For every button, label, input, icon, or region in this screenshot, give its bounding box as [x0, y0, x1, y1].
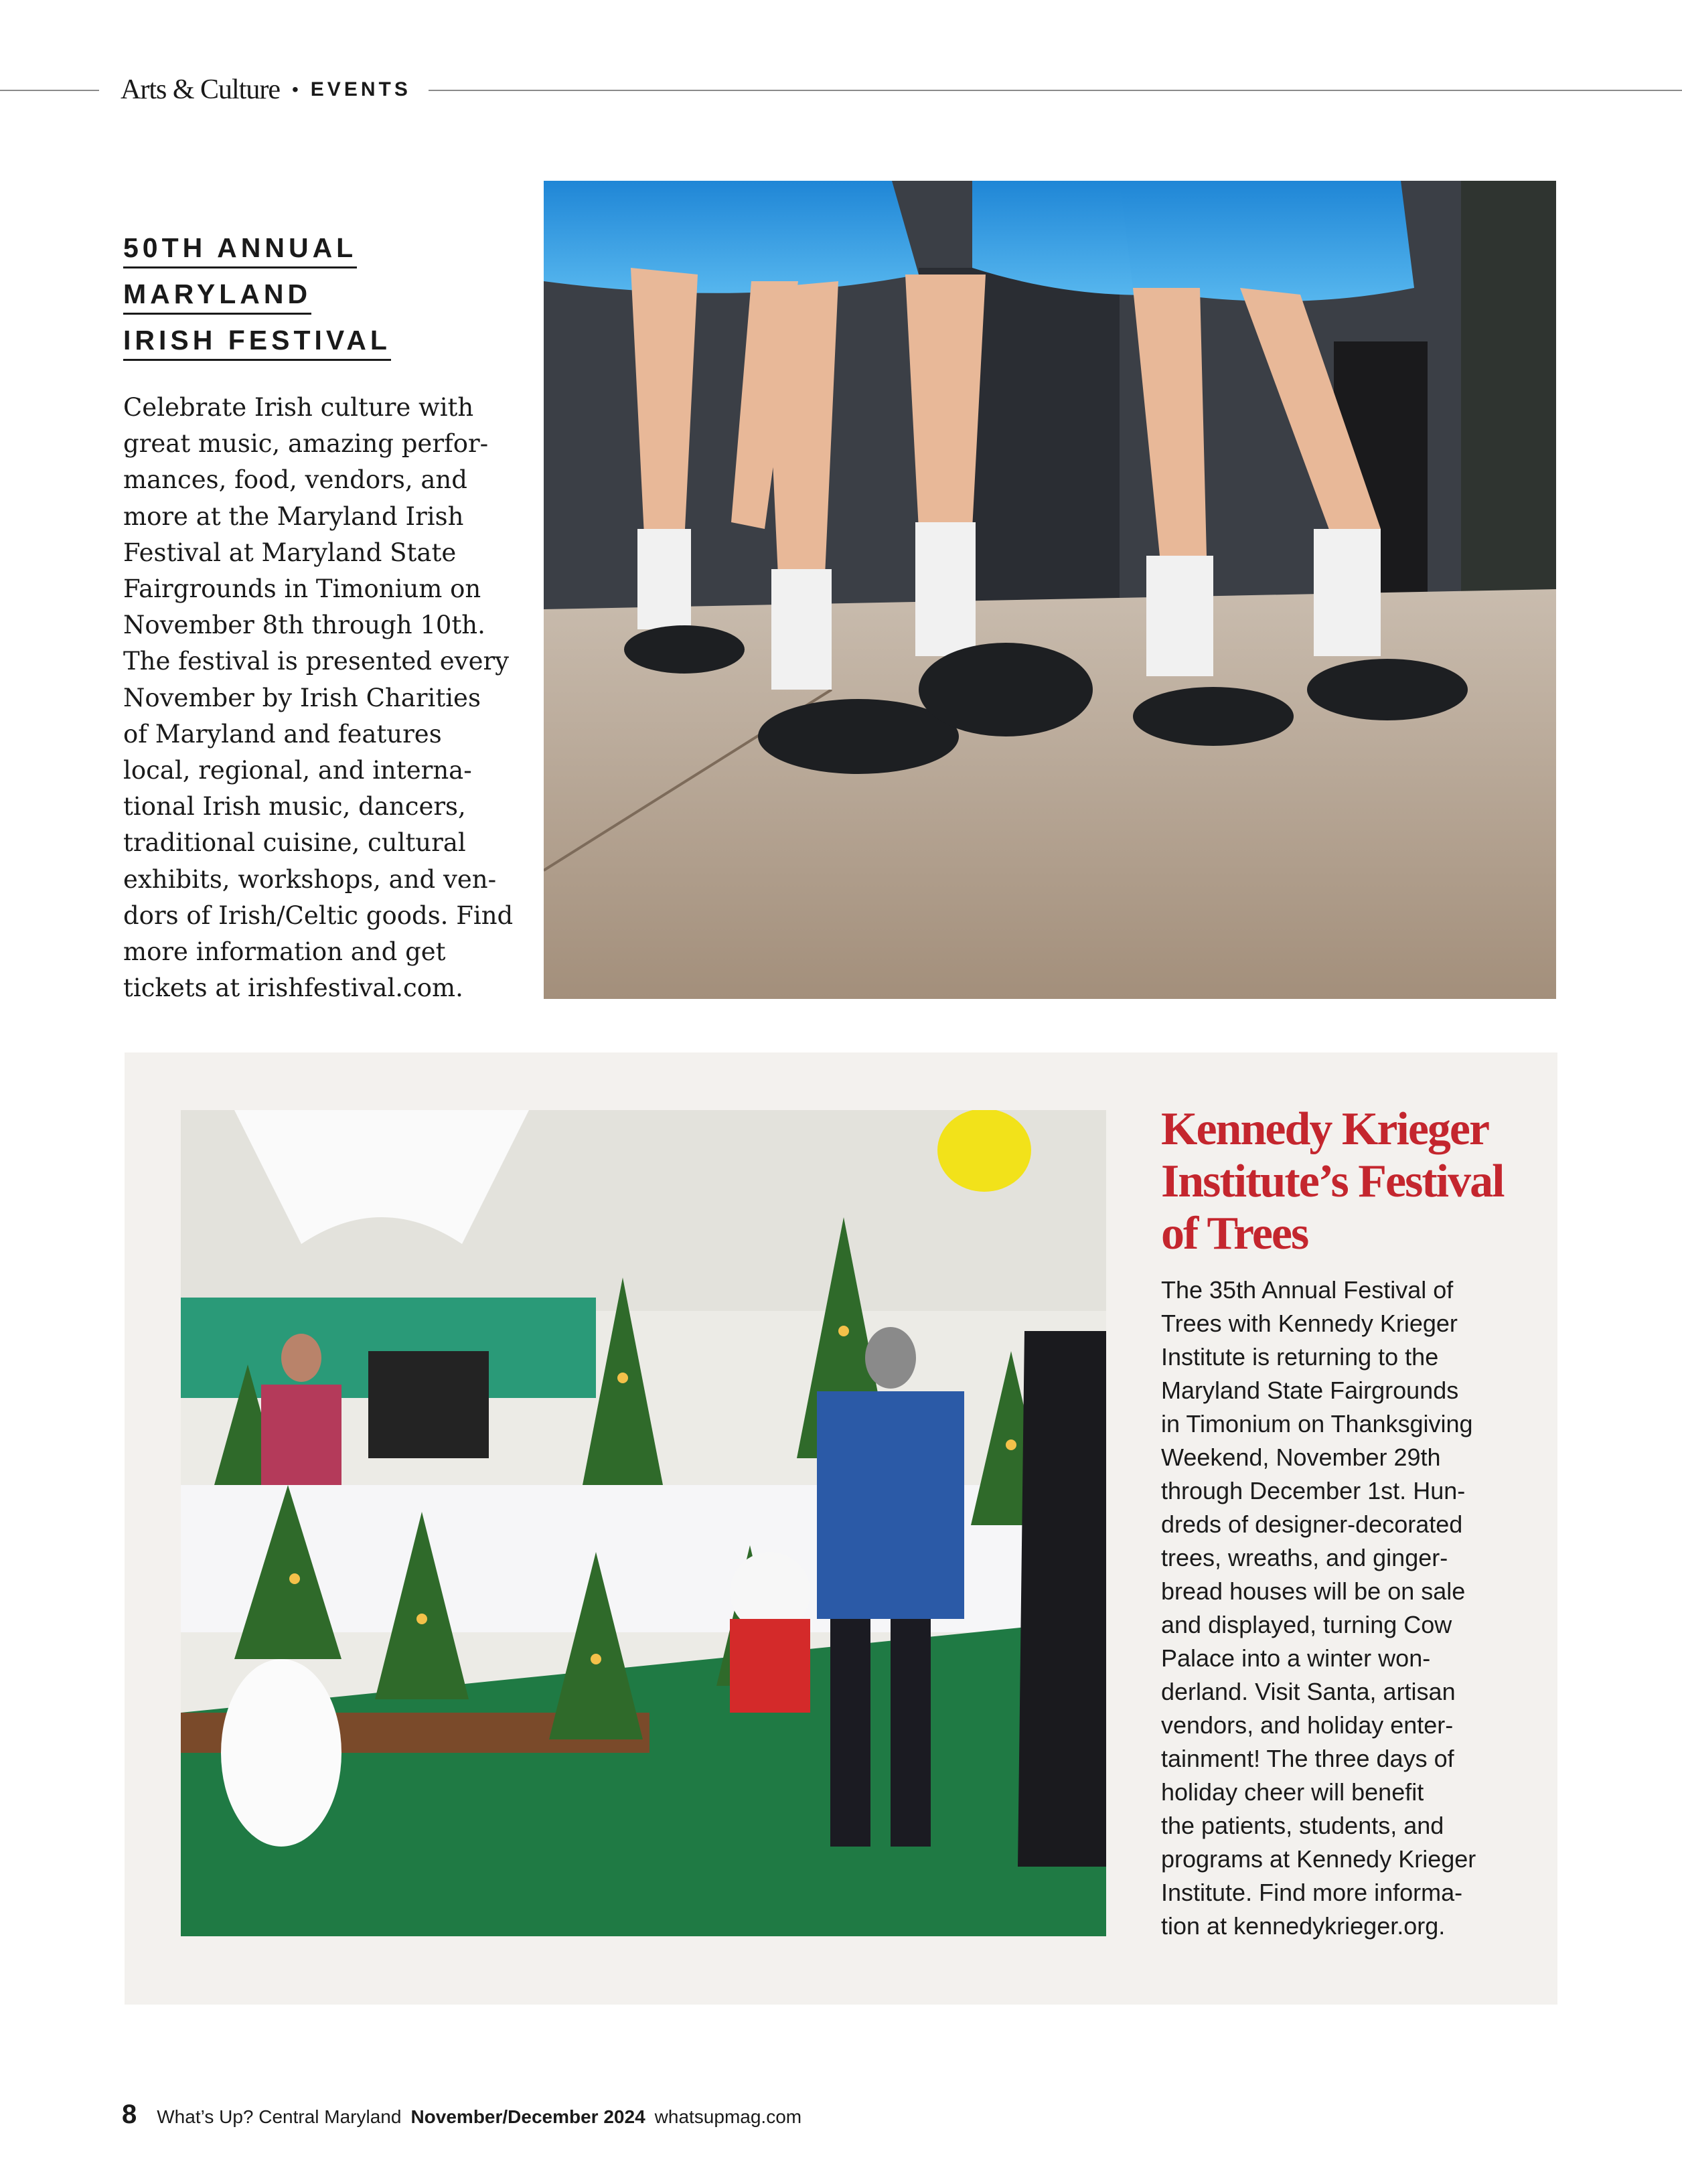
irish-dancers-photo [544, 181, 1556, 999]
festival-of-trees-illustration [181, 1110, 1106, 1936]
irish-festival-body [123, 390, 525, 1006]
body-line: holiday cheer will benefit [1161, 1778, 1424, 1806]
body-line: tainment! The three days of [1161, 1745, 1454, 1772]
header-rule-left [0, 90, 99, 91]
body-line: mances, food, vendors, and [123, 465, 467, 495]
body-line: Maryland State Fairgrounds [1161, 1377, 1459, 1404]
irish-festival-title [123, 232, 438, 370]
page-number: 8 [122, 2100, 137, 2129]
body-line: The 35th Annual Festival of [1161, 1276, 1454, 1304]
title-line: of Trees [1161, 1208, 1308, 1259]
body-line: Institute. Find more informa- [1161, 1879, 1463, 1906]
body-line: The festival is presented every [123, 647, 510, 676]
body-line: Weekend, November 29th [1161, 1444, 1441, 1471]
festival-of-trees-photo [181, 1110, 1106, 1936]
section-header [121, 70, 411, 110]
body-line: tickets at irishfestival.com. [123, 973, 463, 1003]
title-line: 50TH ANNUAL [123, 232, 357, 268]
header-rule-right [429, 90, 1682, 91]
title-line: IRISH FESTIVAL [123, 324, 391, 361]
festival-of-trees-title [1161, 1103, 1536, 1260]
body-line: through December 1st. Hun- [1161, 1477, 1466, 1504]
body-line: trees, wreaths, and ginger- [1161, 1544, 1448, 1571]
body-line: Palace into a winter won- [1161, 1644, 1431, 1672]
body-line: dreds of designer-decorated [1161, 1510, 1463, 1538]
body-line: local, regional, and interna- [123, 756, 472, 785]
title-line: Kennedy Krieger [1161, 1103, 1489, 1155]
body-line: Festival at Maryland State [123, 538, 457, 567]
body-line: and displayed, turning Cow [1161, 1611, 1452, 1638]
body-line: great music, amazing perfor- [123, 429, 489, 459]
body-line: Celebrate Irish culture with [123, 393, 474, 422]
body-line: the patients, students, and [1161, 1812, 1444, 1839]
body-line: programs at Kennedy Krieger [1161, 1845, 1476, 1873]
page-footer [122, 2100, 801, 2133]
issue-date: November/December 2024 [410, 2106, 645, 2127]
festival-of-trees-panel [125, 1052, 1557, 2005]
body-line: tion at kennedykrieger.org. [1161, 1912, 1446, 1940]
body-line: bread houses will be on sale [1161, 1577, 1466, 1605]
body-line: of Maryland and features [123, 719, 442, 749]
title-line: Institute’s Festival [1161, 1156, 1504, 1207]
body-line: vendors, and holiday enter- [1161, 1711, 1454, 1739]
subsection-name: EVENTS [310, 78, 411, 100]
irish-dancers-illustration [544, 181, 1556, 999]
body-line: in Timonium on Thanksgiving [1161, 1410, 1473, 1437]
body-line: derland. Visit Santa, artisan [1161, 1678, 1456, 1705]
body-line: tional Irish music, dancers, [123, 792, 466, 822]
body-line: exhibits, workshops, and ven- [123, 864, 497, 894]
festival-of-trees-body [1161, 1273, 1536, 1943]
body-line: more at the Maryland Irish [123, 501, 464, 531]
body-line: November 8th through 10th. [123, 611, 485, 640]
title-line: MARYLAND [123, 278, 311, 315]
body-line: Fairgrounds in Timonium on [123, 574, 481, 604]
publication-name: What’s Up? Central Maryland [157, 2106, 402, 2127]
body-line: more information and get [123, 937, 446, 967]
body-line: November by Irish Charities [123, 683, 481, 712]
body-line: Trees with Kennedy Krieger [1161, 1310, 1458, 1337]
section-name: Arts & Culture [121, 74, 280, 105]
body-line: Institute is returning to the [1161, 1343, 1439, 1371]
section-separator: • [291, 79, 299, 100]
body-line: dors of Irish/Celtic goods. Find [123, 901, 514, 930]
body-line: traditional cuisine, cultural [123, 828, 466, 858]
website-link[interactable]: whatsupmag.com [654, 2106, 802, 2127]
